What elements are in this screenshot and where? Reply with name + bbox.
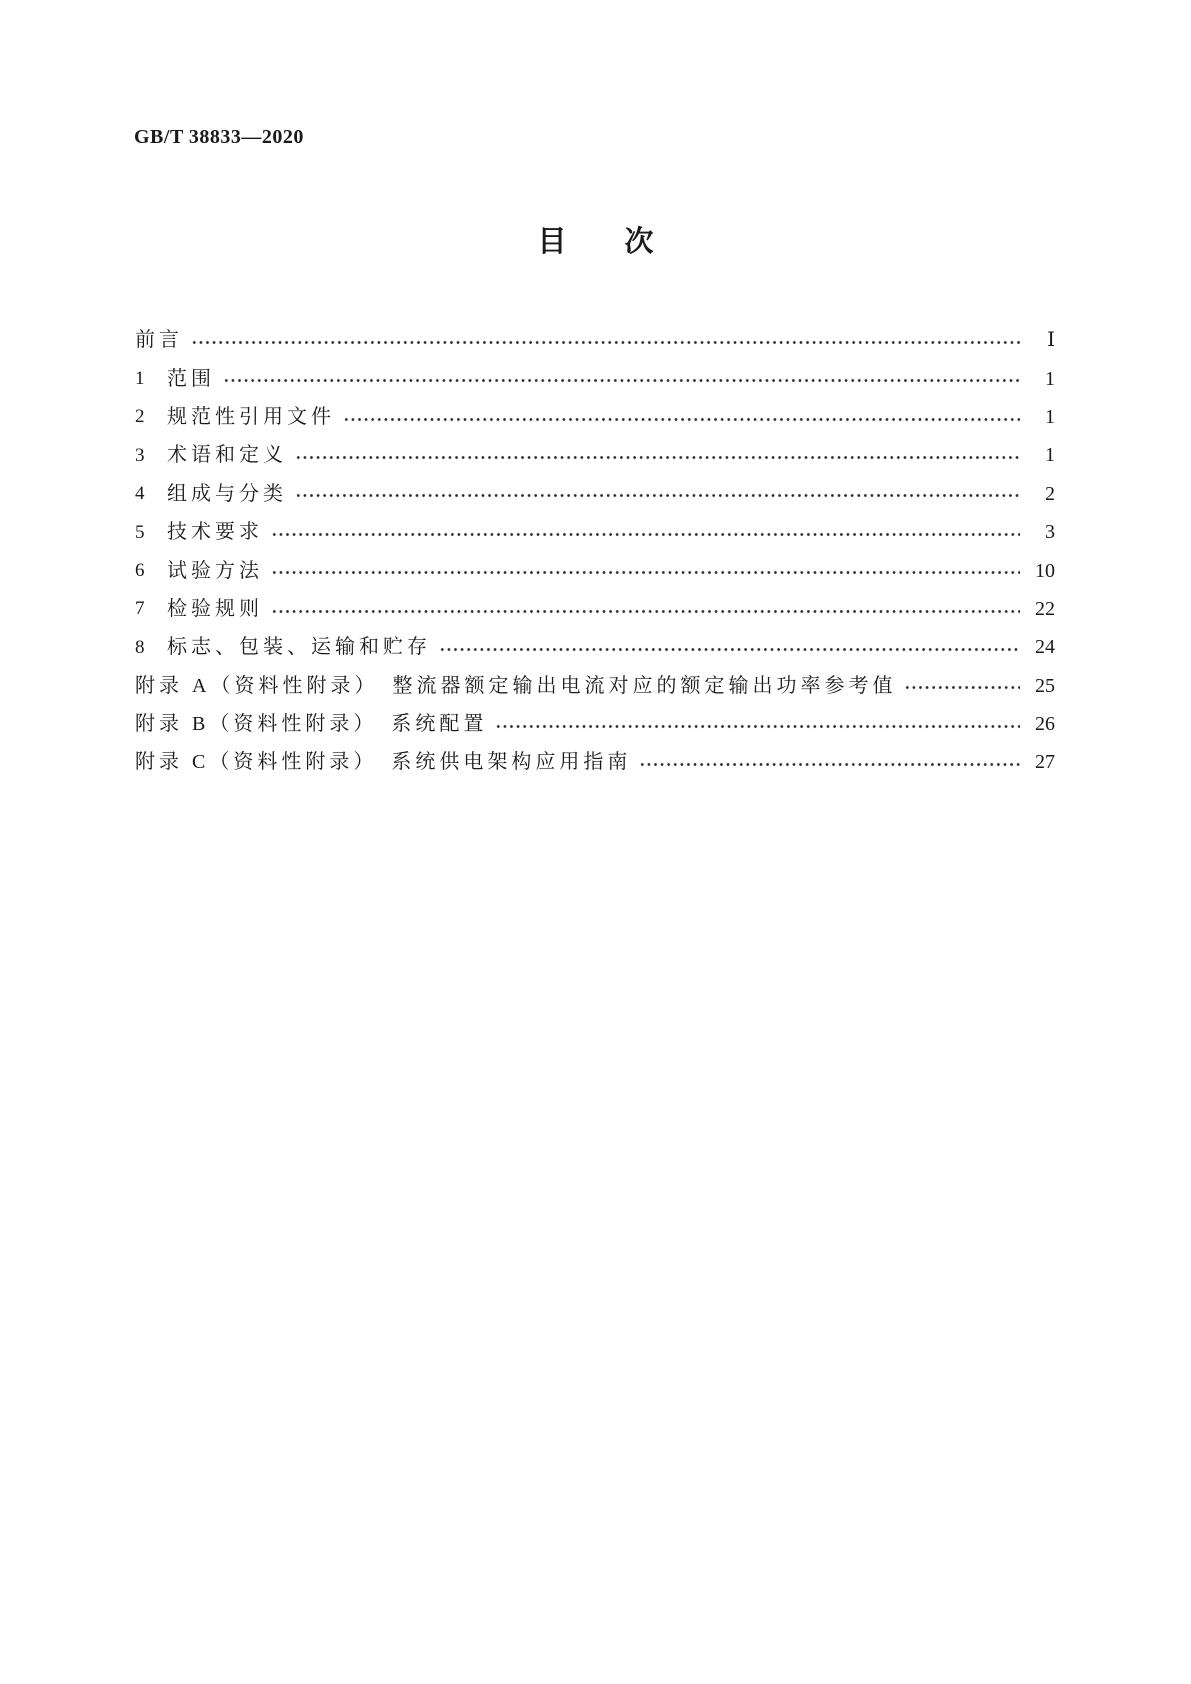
toc-leader-dots xyxy=(191,321,1020,359)
toc-leader-dots xyxy=(639,743,1020,781)
toc-entry-page: 10 xyxy=(1035,559,1055,582)
toc-entry xyxy=(135,667,1055,705)
toc-entry-page: 1 xyxy=(1045,367,1055,390)
toc-entry-page: 24 xyxy=(1035,636,1055,659)
toc-entry-label: 标志、包装、运输和贮存 xyxy=(167,636,431,659)
toc-entry-page: 1 xyxy=(1045,405,1055,428)
toc-entry-page: 1 xyxy=(1045,444,1055,467)
toc-entry-number: 1 xyxy=(135,368,145,390)
toc-entry-page: 26 xyxy=(1035,713,1055,736)
toc-entry xyxy=(135,513,1055,551)
toc-entry xyxy=(135,590,1055,628)
toc-entry-label: 术语和定义 xyxy=(167,444,287,467)
toc-entry-page: 25 xyxy=(1035,674,1055,697)
toc-leader-dots xyxy=(904,667,1020,705)
toc-entry-number: 6 xyxy=(135,560,145,582)
toc-entry-label: 试验方法 xyxy=(167,559,263,582)
toc-leader-dots xyxy=(271,513,1020,551)
toc-entry-number: 7 xyxy=(135,598,145,620)
toc-leader-dots xyxy=(295,436,1020,474)
toc-entry-label: 组成与分类 xyxy=(167,482,287,505)
toc-leader-dots xyxy=(495,705,1020,743)
toc-entry xyxy=(135,398,1055,436)
toc-entry-page: 22 xyxy=(1035,597,1055,620)
toc-entry-page: 3 xyxy=(1045,521,1055,544)
standard-number: GB/T 38833—2020 xyxy=(134,126,304,148)
toc-leader-dots xyxy=(343,398,1020,436)
toc-entry xyxy=(135,321,1055,359)
toc-entry-label: 前言 xyxy=(135,329,183,352)
toc-entry-label: 范围 xyxy=(167,367,215,390)
toc-title: 目 次 xyxy=(537,226,654,258)
toc-entry-number: 3 xyxy=(135,444,145,466)
toc-entry-page: 27 xyxy=(1035,751,1055,774)
toc-leader-dots xyxy=(223,359,1020,397)
toc-entry xyxy=(135,628,1055,666)
toc-leader-dots xyxy=(439,628,1020,666)
toc-entry-label: 附录 A（资料性附录） 整流器额定输出电流对应的额定输出功率参考值 xyxy=(135,674,897,697)
toc-leader-dots xyxy=(295,475,1020,513)
toc-entry xyxy=(135,436,1055,474)
toc-list xyxy=(135,321,1055,782)
toc-entry-number: 2 xyxy=(135,406,145,428)
toc-entry-label: 检验规则 xyxy=(167,597,263,620)
toc-entry-number: 8 xyxy=(135,636,145,658)
toc-entry-page: 2 xyxy=(1045,482,1055,505)
toc-entry-label: 附录 B（资料性附录） 系统配置 xyxy=(135,713,488,736)
toc-entry xyxy=(135,705,1055,743)
toc-entry xyxy=(135,551,1055,589)
toc-entry-label: 技术要求 xyxy=(167,521,263,544)
toc-leader-dots xyxy=(271,551,1020,589)
toc-entry-number: 5 xyxy=(135,521,145,543)
toc-entry-label: 附录 C（资料性附录） 系统供电架构应用指南 xyxy=(135,751,632,774)
toc-entry xyxy=(135,743,1055,781)
toc-entry-number: 4 xyxy=(135,483,145,505)
toc-entry xyxy=(135,475,1055,513)
toc-leader-dots xyxy=(271,590,1020,628)
toc-entry-label: 规范性引用文件 xyxy=(167,405,335,428)
toc-entry xyxy=(135,359,1055,397)
toc-entry-page: Ⅰ xyxy=(1047,329,1055,352)
